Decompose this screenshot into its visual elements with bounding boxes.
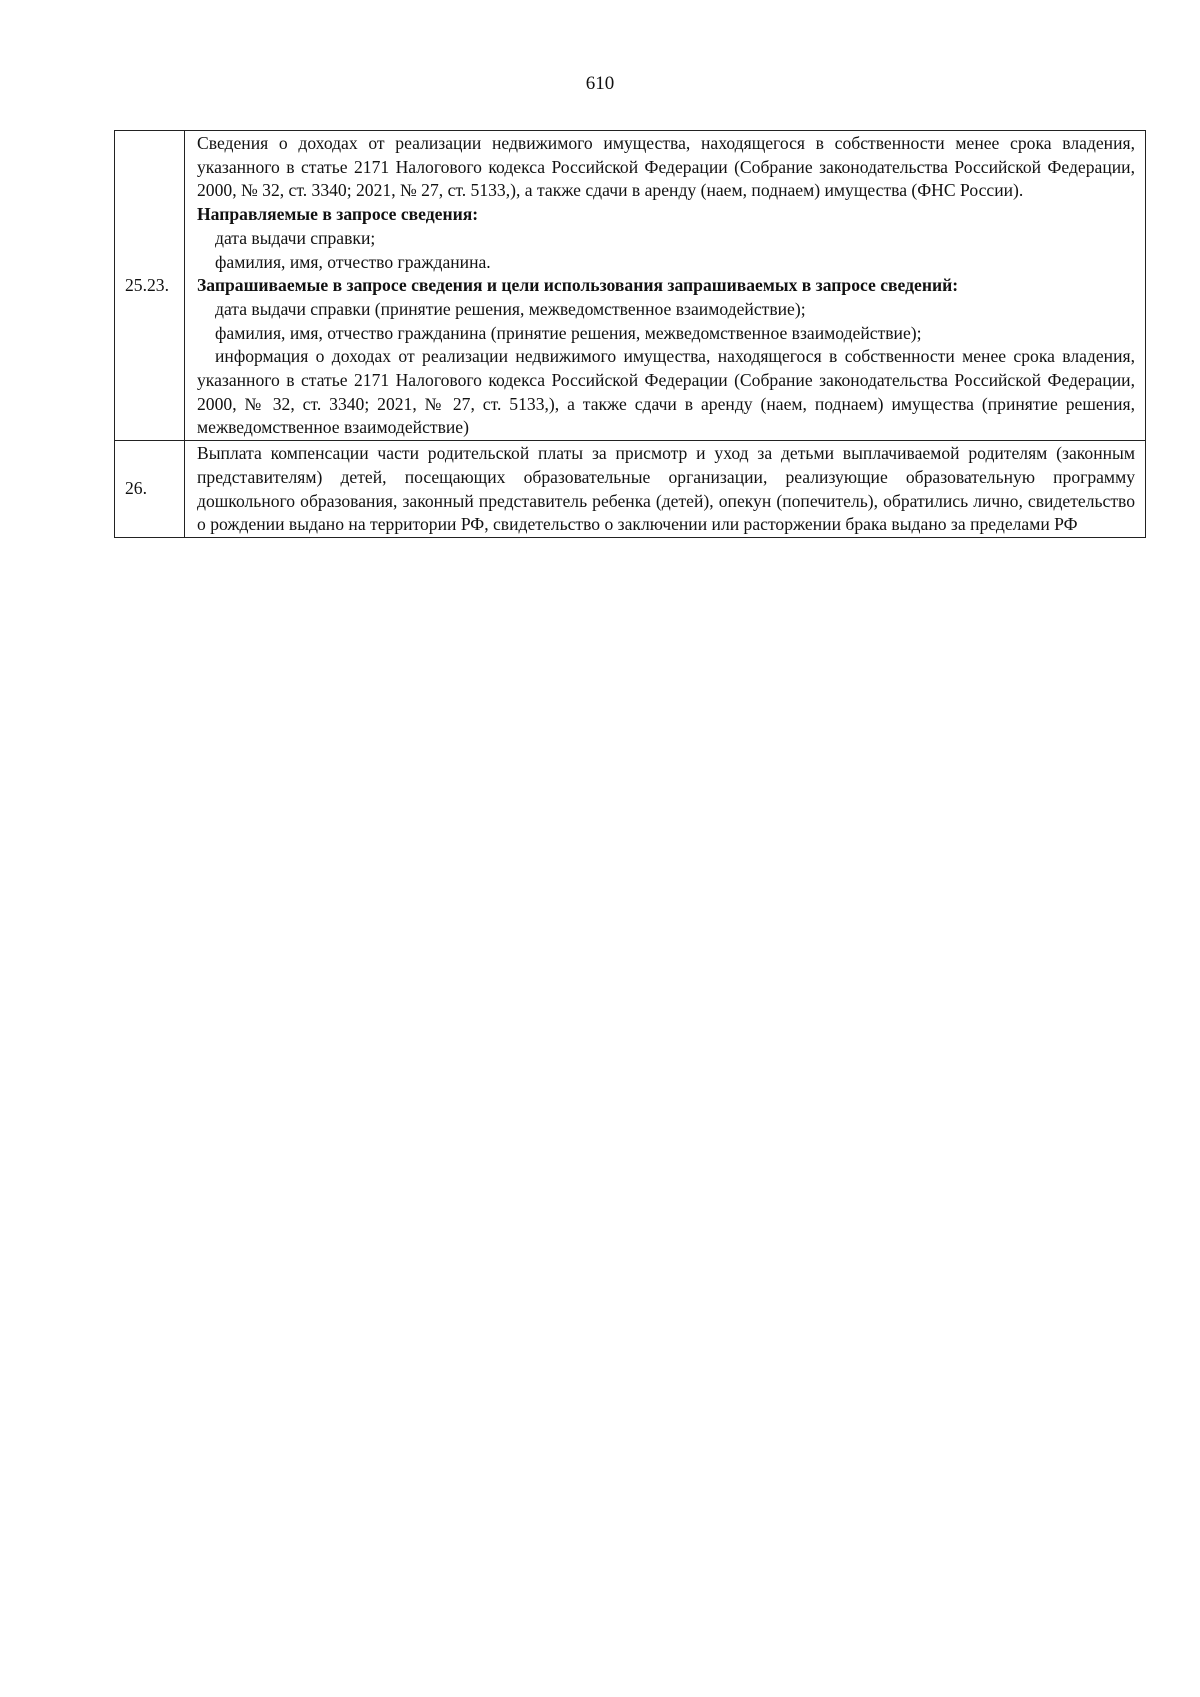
service-description: Выплата компенсации части родительской платы за присмотр и уход за детьми выплачиваемой родителям (законным представителям) детей, посещающих образовательные организации, реализующие образовательную программу дошкольного образования, законный представитель ребенка (детей), опекун (попечитель), обратились лично, свидетельство о рождении выдано на территории РФ, свидетельство о заключении или расторжении брака выдано за пределами РФ: [197, 443, 1135, 535]
requested-data-heading: Запрашиваемые в запросе сведения и цели использования запрашиваемых в запросе сведений:: [197, 275, 959, 296]
requested-data-item: фамилия, имя, отчество гражданина (принятие решения, межведомственное взаимодействие);: [215, 322, 922, 343]
table-row-26: [115, 441, 1146, 538]
row-content-cell: [185, 131, 1146, 441]
page-number: 610: [585, 73, 615, 94]
sent-data-heading: Направляемые в запросе сведения:: [197, 204, 479, 225]
service-description: Сведения о доходах от реализации недвижимого имущества, находящегося в собственности менее срока владения, указанного в статье 2171 Налогового кодекса Российской Федерации (Собрание законодательства Российской Федерации, 2000, № 32, ст. 3340; 2021, № 27, ст. 5133,), а также сдачи в аренду (наем, поднаем) имущества (ФНС России).: [197, 133, 1135, 201]
row-content-cell: [185, 441, 1146, 538]
requested-data-item: дата выдачи справки (принятие решения, межведомственное взаимодействие);: [215, 298, 806, 319]
services-table: [114, 130, 1146, 538]
sent-data-item: фамилия, имя, отчество гражданина.: [215, 251, 491, 272]
requested-data-item: информация о доходах от реализации недвижимого имущества, находящегося в собственности менее срока владения, указанного в статье 2171 Налогового кодекса Российской Федерации (Собрание законодательства Российской Федерации, 2000, № 32, ст. 3340; 2021, № 27, ст. 5133,), а также сдачи в аренду (наем, поднаем) имущества (принятие решения, межведомственное взаимодействие): [197, 346, 1135, 438]
table-row-25-23: [115, 131, 1146, 441]
sent-data-item: дата выдачи справки;: [215, 227, 376, 248]
row-number-cell: 26.: [115, 441, 185, 538]
row-number-cell: 25.23.: [115, 131, 185, 441]
